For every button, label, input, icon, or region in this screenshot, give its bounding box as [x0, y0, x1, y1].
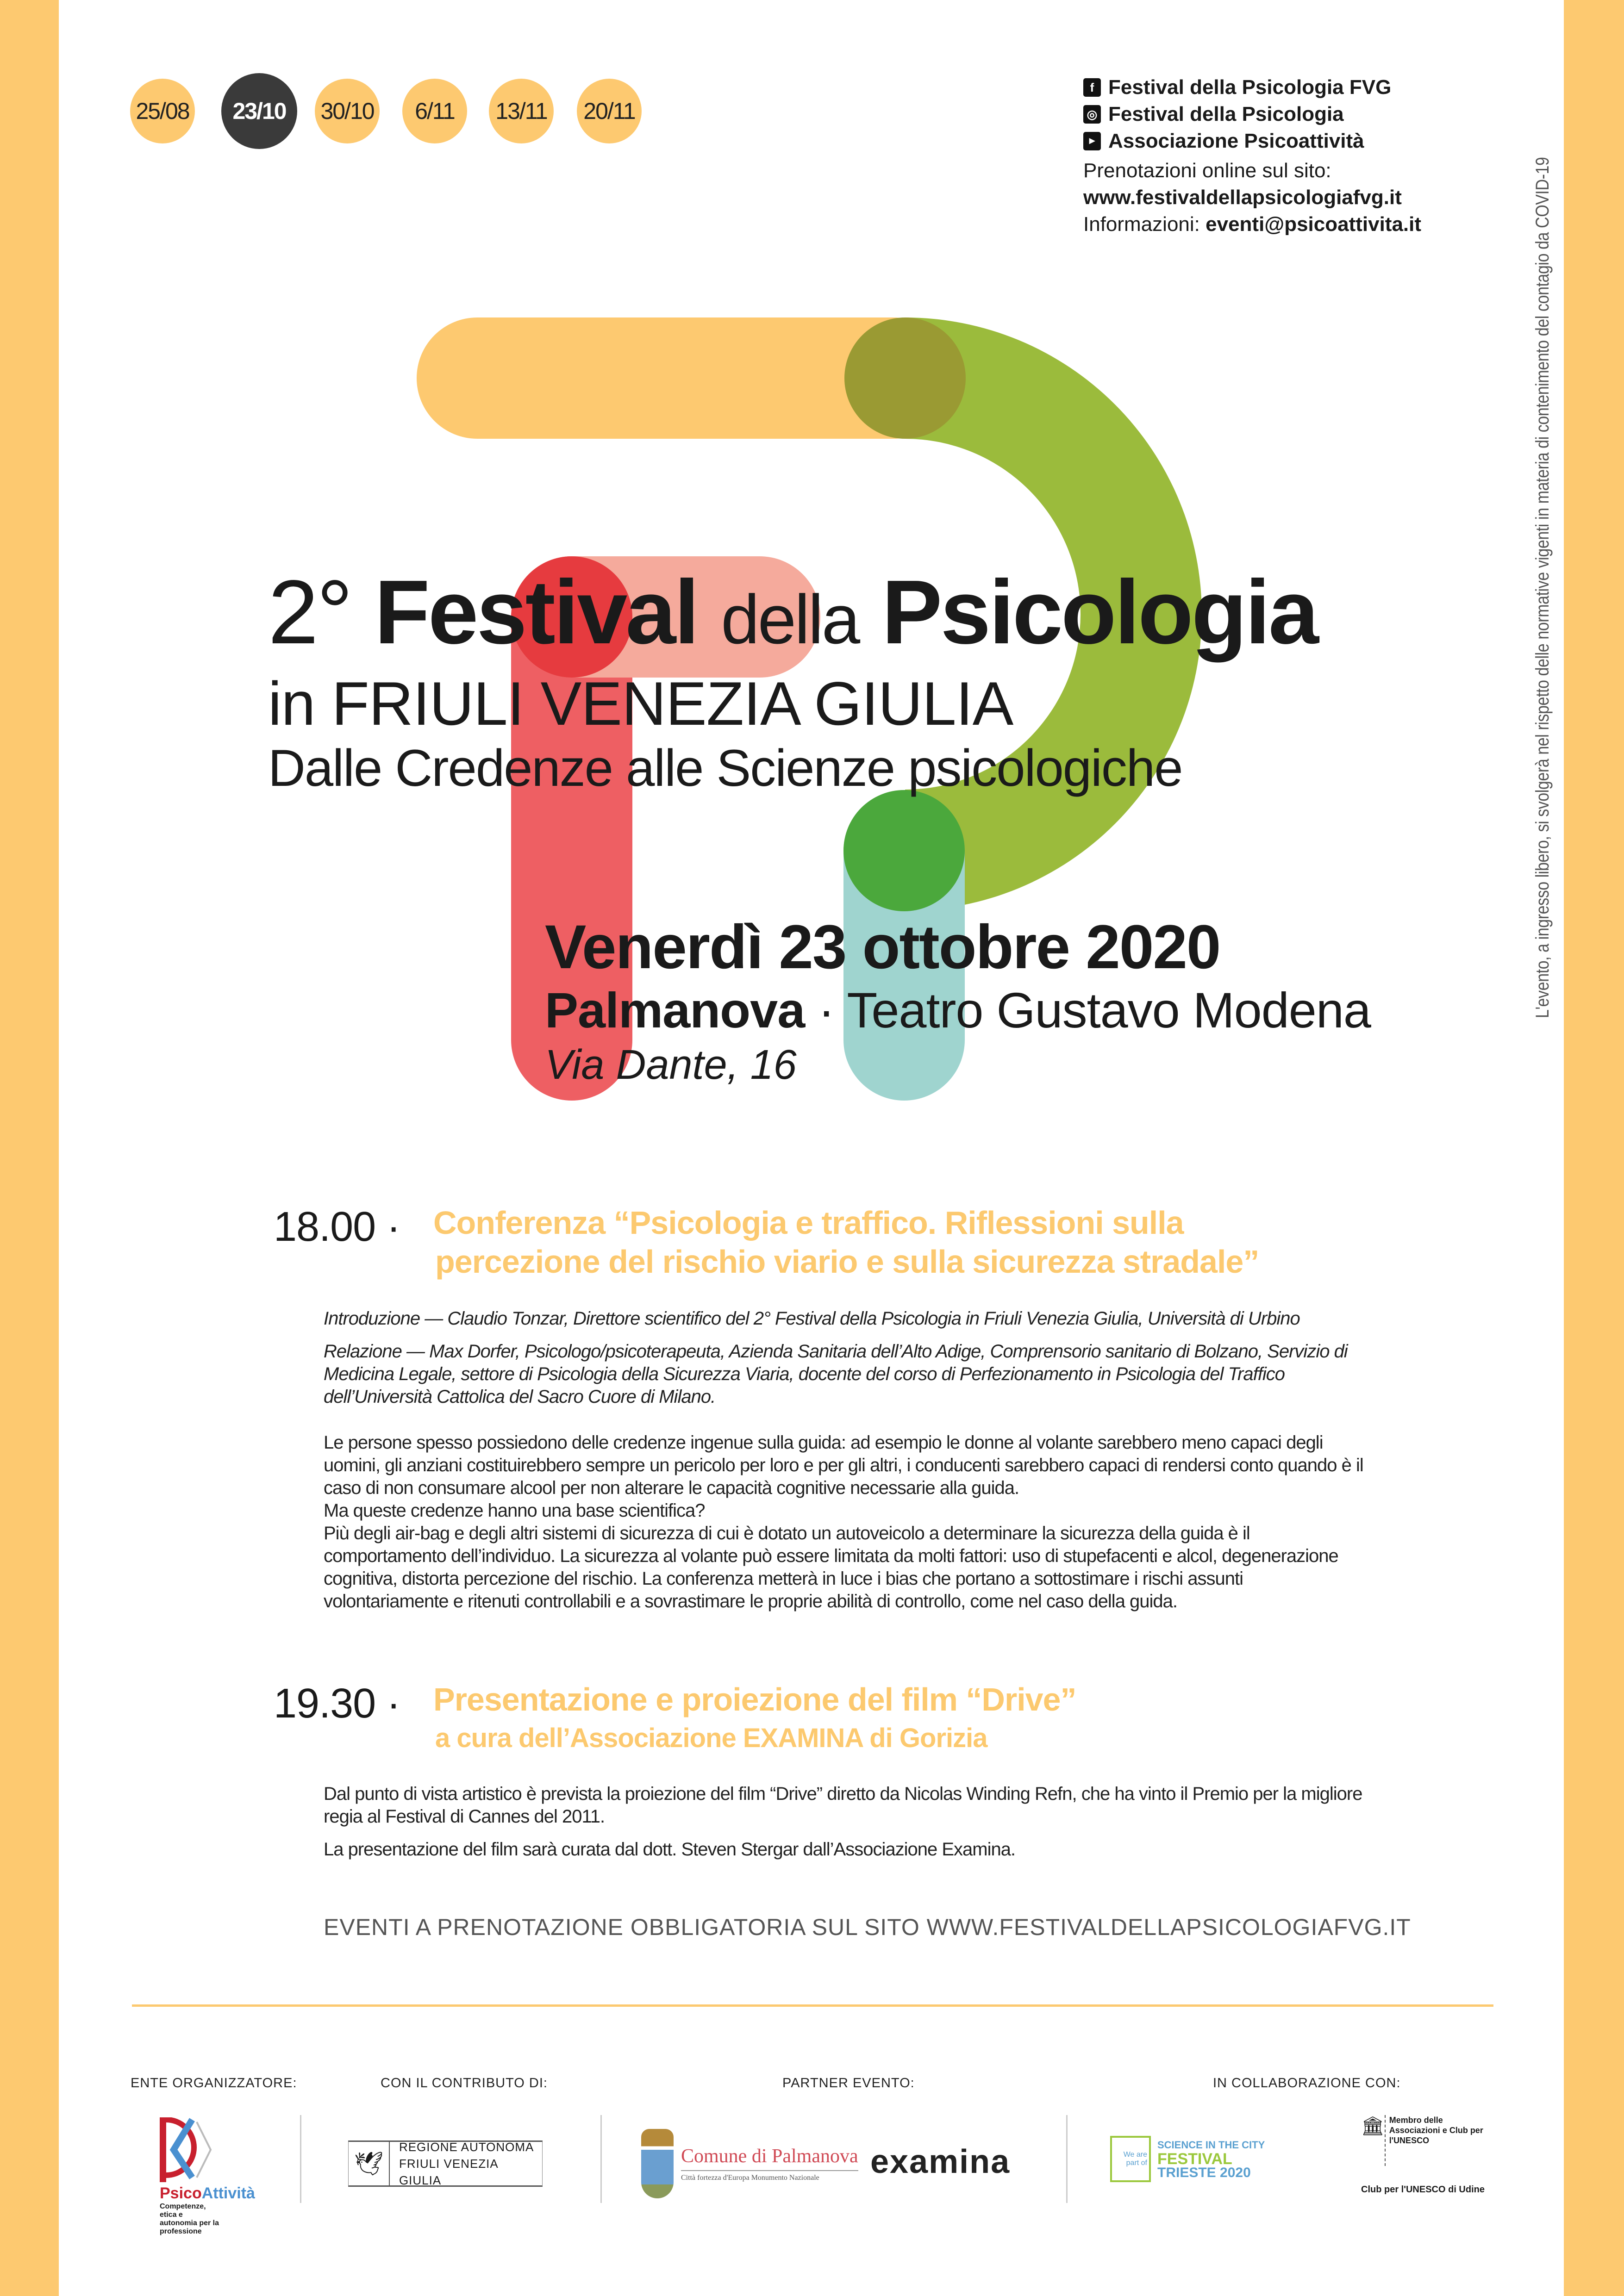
logo-text: Comune di Palmanova — [681, 2145, 858, 2171]
subtitle: Dalle Credenze alle Scienze psicologiche — [268, 739, 1182, 797]
booking-notice: EVENTI A PRENOTAZIONE OBBLIGATORIA SUL SITO WWW.FESTIVALDELLAPSICOLOGIAFVG.IT — [324, 1914, 1411, 1940]
science-in-the-city-logo[interactable] — [1110, 2136, 1265, 2182]
title-psicologia: Psicologia — [881, 561, 1317, 663]
program-details — [324, 1307, 1365, 1613]
eagle-icon: 🕊 — [349, 2142, 390, 2185]
label-organizer: ENTE ORGANIZZATORE: — [131, 2076, 297, 2091]
olive-overlap — [844, 317, 966, 439]
youtube-link[interactable]: Associazione Psicoattività — [1108, 130, 1364, 152]
date-badge: 13/11 — [489, 79, 554, 143]
divider — [300, 2115, 301, 2203]
program-details — [324, 1783, 1365, 1871]
instagram-icon: ◎ — [1083, 105, 1101, 124]
youtube-icon: ▶ — [1083, 132, 1101, 150]
event-date: Venerdì 23 ottobre 2020 — [545, 913, 1220, 982]
time-value: 18.00 — [274, 1204, 376, 1250]
relazione-text: Relazione — Max Dorfer, Psicologo/psicoterapeuta, Azienda Sanitaria dell’Alto Adige, Comprensorio sanitario di Bolzano, Servizio di Medicina Legale, settore di Psicologia della Sicurezza Viaria, docente del corso di Perfezionamento in Psicologia del Traffico dell’Università Cattolica del Sacro Cuore di Milano. — [324, 1341, 1348, 1407]
logo-text: Psico — [160, 2184, 202, 2202]
title-line: Presentazione e proiezione del film “Drive” — [433, 1681, 1076, 1717]
time-value: 19.30 — [274, 1680, 376, 1727]
event-address: Via Dante, 16 — [545, 1042, 797, 1088]
unesco-temple-icon: 🏛 — [1361, 2115, 1386, 2166]
logo-text: SCIENCE IN THE CITY — [1157, 2139, 1265, 2151]
info-label: Informazioni: — [1083, 213, 1200, 236]
body-text: Ma queste credenze hanno una base scientifica? — [324, 1500, 705, 1521]
title-line: Conferenza “Psicologia e traffico. Riflessioni sulla — [433, 1205, 1184, 1241]
website-link[interactable]: www.festivaldellapsicologiafvg.it — [1083, 186, 1402, 209]
psicoattivita-logo[interactable] — [160, 2117, 271, 2236]
date-badge-active: 23/10 — [221, 73, 297, 149]
regione-logo[interactable] — [348, 2140, 543, 2187]
palmanova-logo[interactable] — [641, 2129, 858, 2198]
logo-text: FRIULI VENEZIA GIULIA — [399, 2157, 498, 2187]
program-time: 18.00 · — [274, 1204, 400, 1250]
date-badge: 30/10 — [315, 79, 380, 143]
dark-green-circle — [843, 790, 965, 911]
program-title — [433, 1680, 1076, 1758]
logo-text: TRIESTE 2020 — [1157, 2165, 1251, 2180]
side-note: L'evento, a ingresso libero, si svolgerà nel rispetto delle normative vigenti in materia di contenimento del contagio da COVID-19 — [1532, 157, 1553, 1019]
psicoattivita-mark-icon — [160, 2117, 225, 2182]
intro-text: Introduzione — Claudio Tonzar, Direttore scientifico del 2° Festival della Psicologia in Friuli Venezia Giulia, Università di Urbino — [324, 1308, 1300, 1329]
title-line: percezione del rischio viario e sulla sicurezza stradale” — [435, 1244, 1259, 1280]
divider — [1066, 2115, 1068, 2203]
divider — [600, 2115, 602, 2203]
separator: · — [818, 982, 835, 1038]
event-city: Palmanova — [545, 982, 805, 1038]
facebook-link[interactable]: Festival della Psicologia FVG — [1108, 76, 1392, 99]
logo-tagline: Competenze, etica e autonomia per la professione — [160, 2203, 219, 2235]
title-della: della — [721, 580, 859, 658]
logo-text: Membro delle Associazioni e Club per l'UNESCO — [1389, 2116, 1483, 2145]
logo-text: REGIONE AUTONOMA — [399, 2140, 534, 2154]
divider — [132, 2004, 1493, 2007]
date-badge: 25/08 — [130, 79, 195, 143]
examina-logo[interactable]: examina — [870, 2143, 1011, 2180]
logo-text: Attività — [201, 2184, 255, 2202]
region-title: in FRIULI VENEZIA GIULIA — [268, 670, 1013, 738]
logo-text: We are part of — [1110, 2136, 1151, 2182]
venue-name: Teatro Gustavo Modena — [847, 982, 1371, 1038]
title-festival: Festival — [374, 561, 698, 663]
email-link[interactable]: eventi@psicoattivita.it — [1206, 213, 1422, 236]
instagram-link[interactable]: Festival della Psicologia — [1108, 103, 1344, 125]
event-venue — [545, 981, 1371, 1039]
title-line: a cura dell’Associazione EXAMINA di Gorizia — [435, 1723, 987, 1753]
unesco-logo[interactable] — [1361, 2115, 1491, 2195]
edition: 2° — [268, 561, 351, 663]
program-title — [433, 1203, 1259, 1281]
logo-text: FESTIVAL — [1157, 2150, 1232, 2168]
logo-text: Città fortezza d'Europa Monumento Nazionale — [681, 2174, 819, 2182]
program-time: 19.30 · — [274, 1680, 400, 1727]
body-text: Dal punto di vista artistico è prevista la proiezione del film “Drive” diretto da Nicolas Winding Refn, che ha vinto il Premio per la migliore regia al Festival di Cannes del 2011. — [324, 1784, 1362, 1827]
label-collaboration: IN COLLABORAZIONE CON: — [1213, 2076, 1401, 2091]
facebook-icon: f — [1083, 78, 1101, 97]
body-text: Le persone spesso possiedono delle credenze ingenue sulla guida: ad esempio le donne al volante sarebbero meno capaci degli uomini, gli anziani costituirebbero sempre un pericolo per loro e per gli altri, i conducenti sarebbero capaci di rendersi conto quando è il caso di non consumare alcool per non alterare le capacità cognitive necessarie alla guida. — [324, 1432, 1363, 1498]
logo-text: Club per l'UNESCO di Udine — [1361, 2184, 1485, 2195]
festival-title — [268, 560, 1317, 664]
date-badge: 20/11 — [577, 79, 642, 143]
booking-label: Prenotazioni online sul sito: — [1083, 159, 1331, 182]
body-text: Più degli air-bag e degli altri sistemi di sicurezza di cui è dotato un autoveicolo a determinare la sicurezza della guida è il comportamento dell’individuo. La sicurezza al volante può essere limitata da molti fattori: uso di stupefacenti e alcol, degenerazione cognitiva, distorta percezione del rischio. La conferenza metterà in luce i bias che portano a sottostimare i rischi assunti volontariamente e ritenuti controllabili e a sovrastimare le proprie abilità di controllo, come nel caso della guida. — [324, 1523, 1338, 1612]
date-badge: 6/11 — [402, 79, 467, 143]
label-contributor: CON IL CONTRIBUTO DI: — [381, 2076, 548, 2091]
label-partner: PARTNER EVENTO: — [782, 2076, 915, 2091]
coat-of-arms-icon — [641, 2129, 674, 2198]
body-text: La presentazione del film sarà curata dal dott. Steven Stergar dall’Associazione Examina. — [324, 1839, 1016, 1860]
